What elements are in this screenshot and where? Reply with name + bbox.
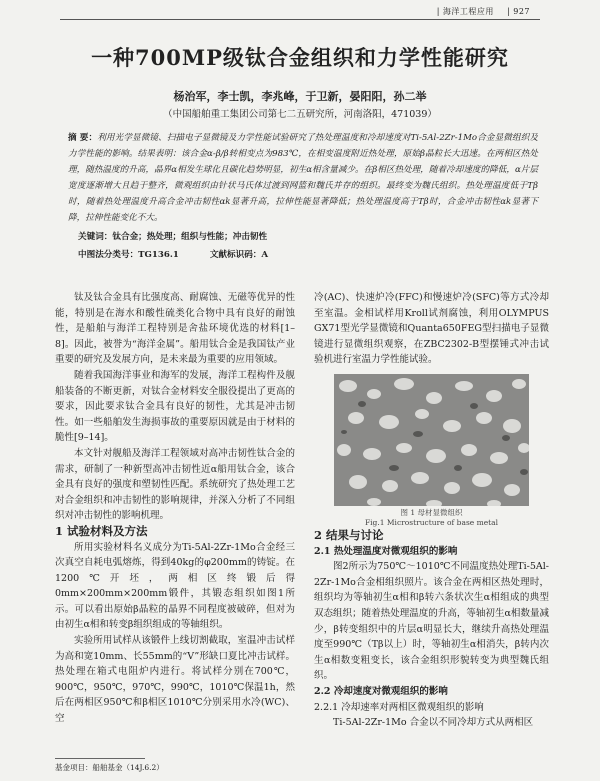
abstract-text: 利用光学显微镜、扫描电子显微镜及力学性能试验研究了热处理温度和冷却速度对Ti-5Al-2Zr-1Mo合金显微组织及力学性能的影响。结果表明：该合金α-β/β转相变点为983℃，在相变温度附近热处理，原始β晶粒长大迅速。在两相区热处理，随热温度的升高，晶界α相发生球化且碳化趋势明显，初生α相含量减少。在β相区热处理，随着冷却速度的降低，α片层宽度逐渐增大且趋于整齐，微观组织由针状马氏体过渡到网篮和魏氏并存的组织。最终变为魏氏组织。热处理温度低于Tβ时，随着热处理温度升高合金冲击韧性αk显著升高，拉伸性能显著降低；热处理温度高于Tβ时，合金冲击韧性αk显著下降，拉伸性能变化不大。: [68, 133, 538, 223]
affiliation: （中国船舶重工集团公司第七二五研究所，河南洛阳，471039）: [163, 109, 437, 120]
abstract-label: 摘 要：: [68, 133, 98, 143]
subsection-2-2-1-heading: 2.2.1 冷却速率对两相区微观组织的影响: [314, 701, 484, 713]
results-paragraph-2: Ti-5Al-2Zr-1Mo 合金以不同冷却方式从两相区: [333, 717, 534, 729]
abstract: [68, 130, 538, 226]
section-2-heading: 2 结果与讨论: [314, 527, 384, 542]
journal-name: | 海洋工程应用: [436, 7, 494, 16]
page-number: | 927: [506, 7, 530, 16]
left-column: [55, 290, 295, 727]
methods-continued: 冷(AC)、快速炉冷(FFC)和慢速炉冷(SFC)等方式冷却至室温。金相试样用Kroll试剂腐蚀，利用OLYMPUS GX71型光学显微镜和Quanta650FEG型扫描电子显微镜进行显微组织观察，在ZBC2302-B型摆锤式冲击试验机进行室温力学性能试验。: [314, 292, 549, 366]
header-rule: [60, 19, 540, 20]
subsection-2-2-heading: 2.2 冷却速度对微观组织的影响: [314, 685, 448, 697]
micrograph-image: [334, 374, 529, 506]
intro-paragraph-2: 随着我国海洋事业和海军的发展，海洋工程构件及舰船装备的不断更新，对钛合金材料安全服役提出了更高的要求，因此要求钛合金具有良好的韧性，尤其是冲击韧性。如一些船舶发生海损事故的重要原因就是由于材料的脆性[9–14]。: [55, 369, 295, 444]
keywords: 关键词：钛合金；热处理；组织与性能；冲击韧性: [78, 232, 268, 242]
intro-paragraph-3: 本文针对舰船及海洋工程领域对高冲击韧性钛合金的需求，研制了一种新型高冲击韧性近α船用钛合金，该合金具有良好的强度和塑韧性匹配。系统研究了热处理工艺对合金组织和冲击韧性的影响规律，并深入分析了不同组织对冲击韧性的影响机理。: [55, 447, 295, 522]
figure-caption-en: Fig.1 Microstructure of base metal: [364, 517, 499, 527]
figure-caption-cn: 图 1 母材显微组织: [400, 507, 463, 517]
paper-title: 一种700MP级钛合金组织和力学性能研究: [91, 45, 509, 70]
subsection-2-1-heading: 2.1 热处理温度对微观组织的影响: [314, 545, 458, 557]
author-list: 杨治军，李士凯，李兆峰，于卫新，晏阳阳，孙二举: [173, 90, 427, 103]
right-column: [314, 290, 549, 731]
methods-paragraph-1: 所用实验材料名义成分为Ti-5Al-2Zr-1Mo合金经三次真空自耗电弧熔炼，得到40kg的φ200mm的铸锭。在1200℃开坯，两相区终锻后得0mm×200mm×200mm锻件，其锻态组织如图1所示。可以看出原始β晶粒的晶界不同程度被破碎，但对为由初生α相和转变β组织组成的等轴组织。: [55, 541, 295, 631]
intro-paragraph-1: 钛及钛合金具有比强度高、耐腐蚀、无磁等优异的性能，特别是在海水和酸性硫类化合物中具有良好的耐蚀性，是船舶与海洋工程特别是舍盐环境优选的材料[1–8]。因此，被誉为“海洋金属”。船用钛合金是我国钛产业重要的研究及发展方向，是未来最为重要的应用领域。: [55, 292, 295, 366]
footnote-rule: [55, 758, 145, 759]
running-header: [427, 6, 530, 17]
results-paragraph-1: 图2所示为750℃～1010℃不同温度热处理Ti-5Al-2Zr-1Mo合金相组织照片。该合金在两相区热处理时，组织均为等轴初生α相和β转六条状次生α相组成的典型双态组织；随着热处理温度的升高，等轴初生α相数量减少，β转变组织中的片层α明显长大，继续升高热处理温度至990℃（Tβ以上）时，等轴初生α相消失，β转内次生α相数变粗变长，该合金组织形貌转变为典型魏氏组织。: [314, 561, 549, 682]
document-code: 文献标识码：A: [209, 250, 269, 260]
clc-number: 中图法分类号：TG136.1: [78, 250, 179, 260]
funding-footnote: 基金项目：船舶基金（14J.6.2）: [55, 763, 164, 772]
microstructure-figure: [334, 374, 529, 506]
methods-paragraph-2: 实验所用试样从该锻件上线切割截取，室温冲击试样为高和宽10mm、长55mm的“V”形缺口夏比冲击试样。热处理在箱式电阻炉内进行。将试样分别在700℃，900℃，950℃，970℃，990℃，1010℃保温1h，然后在两相区950℃和β相区1010℃分别采用水冷(WC)、空: [55, 635, 295, 725]
section-1-heading: 1 试验材料及方法: [55, 523, 148, 538]
classification: [78, 248, 296, 260]
